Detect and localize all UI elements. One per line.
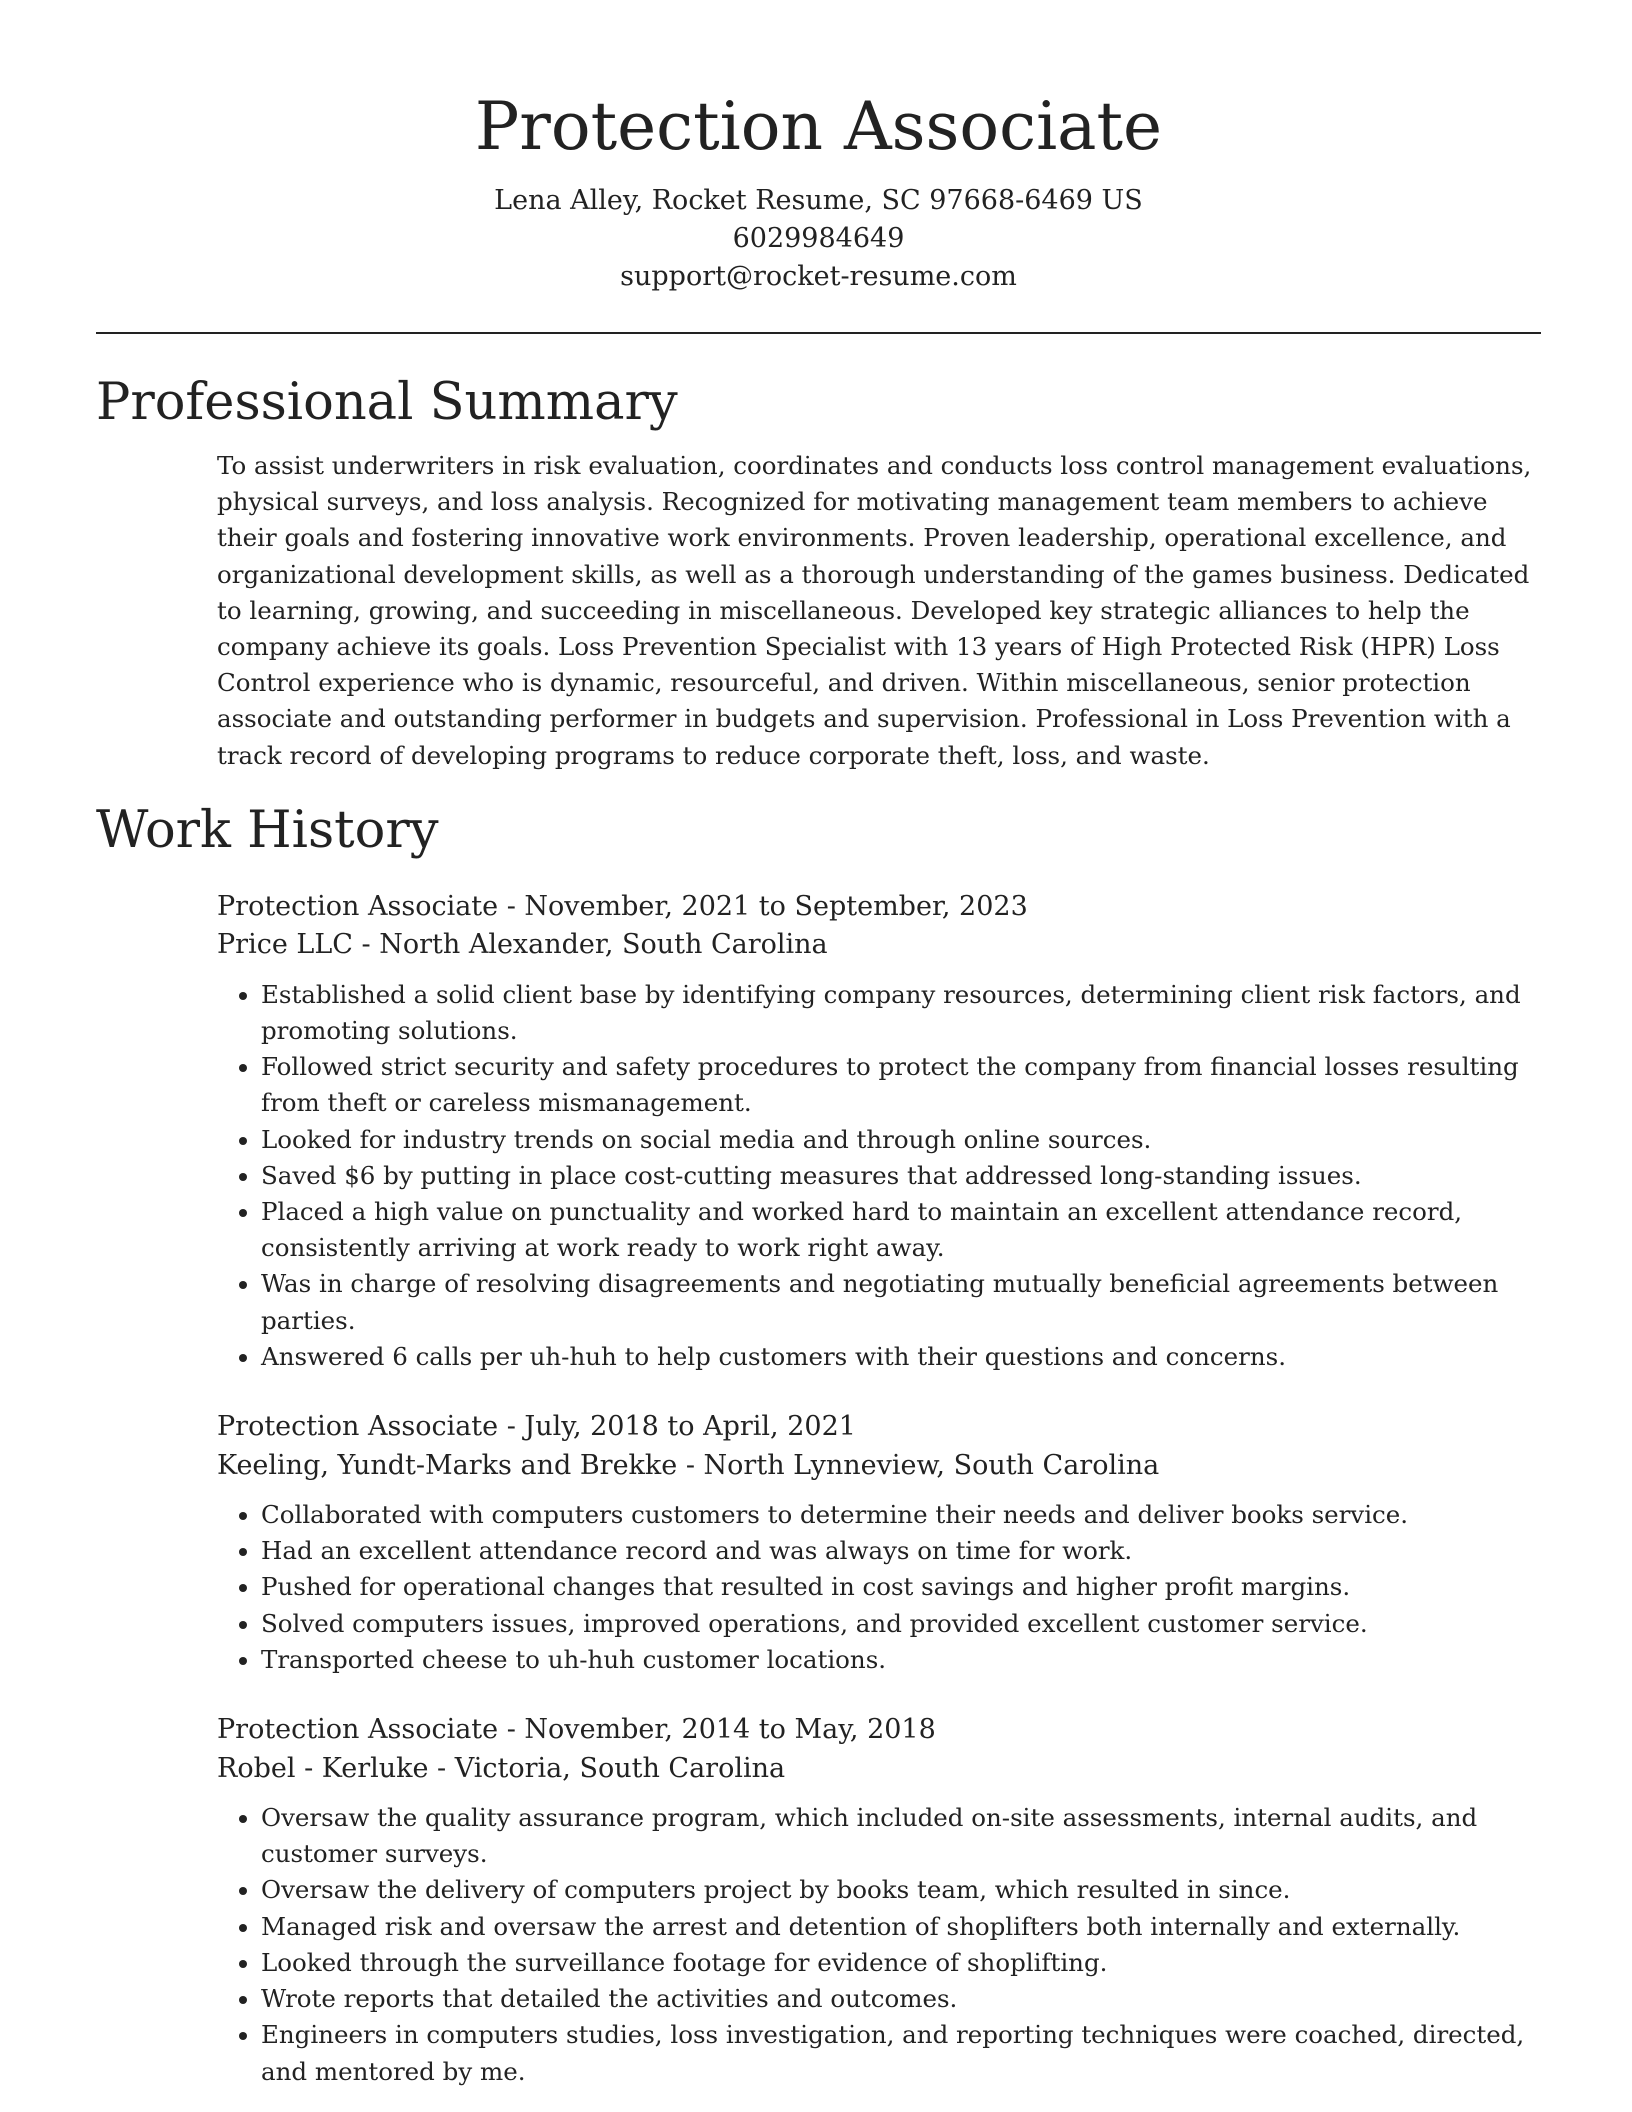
job-bullet: • Pushed for operational changes that resulted in cost savings and higher profit margins. bbox=[261, 1569, 1541, 1605]
job-bullet: • Saved $6 by putting in place cost-cutting measures that addressed long-standing issues. bbox=[261, 1158, 1541, 1194]
job-company-line bbox=[217, 1447, 1541, 1486]
job-title: Protection Associate bbox=[217, 890, 499, 922]
job-dates: - November, 2014 to May, 2018 bbox=[498, 1714, 936, 1746]
job-bullets bbox=[217, 1800, 1541, 2090]
job-bullet: • Managed risk and oversaw the arrest and detention of shoplifters both internally and externally. bbox=[261, 1909, 1541, 1945]
work-history-list bbox=[217, 888, 1541, 2090]
contact-phone: 6029984649 bbox=[732, 223, 905, 254]
job-bullet: • Established a solid client base by identifying company resources, determining client risk factors, and promoting solutions. bbox=[261, 977, 1541, 1049]
contact-address: Lena Alley, Rocket Resume, SC 97668-6469 US bbox=[494, 185, 1143, 216]
job-bullets bbox=[217, 977, 1541, 1375]
header-divider bbox=[96, 332, 1541, 334]
job-bullets bbox=[217, 1497, 1541, 1678]
job-dates: - July, 2018 to April, 2021 bbox=[498, 1411, 856, 1443]
job-bullet: • Collaborated with computers customers to determine their needs and deliver books service. bbox=[261, 1497, 1541, 1533]
resume-page bbox=[96, 0, 1541, 2090]
job-company: Robel - Kerluke bbox=[217, 1752, 429, 1784]
job-title-line bbox=[217, 1711, 1541, 1750]
job-location: - North Lynneview, South Carolina bbox=[677, 1449, 1160, 1481]
job-bullet: • Answered 6 calls per uh-huh to help customers with their questions and concerns. bbox=[261, 1339, 1541, 1375]
summary-heading: Professional Summary bbox=[96, 373, 678, 432]
job-title: Protection Associate bbox=[217, 1714, 499, 1746]
job-company-line bbox=[217, 1750, 1541, 1789]
job-entry bbox=[217, 1711, 1541, 2090]
job-bullet: • Oversaw the delivery of computers project by books team, which resulted in since. bbox=[261, 1872, 1541, 1908]
job-bullet: • Oversaw the quality assurance program, which included on-site assessments, internal audits, and customer surveys. bbox=[261, 1800, 1541, 1872]
job-bullet: • Was in charge of resolving disagreements and negotiating mutually beneficial agreements between parties. bbox=[261, 1266, 1541, 1338]
job-bullet: • Followed strict security and safety procedures to protect the company from financial losses resulting from theft or careless mismanagement. bbox=[261, 1049, 1541, 1121]
job-location: - North Alexander, South Carolina bbox=[352, 929, 828, 961]
job-entry bbox=[217, 1408, 1541, 1678]
job-bullet: • Wrote reports that detailed the activities and outcomes. bbox=[261, 1981, 1541, 2017]
job-bullet: • Engineers in computers studies, loss investigation, and reporting techniques were coached, directed, and mentored by me. bbox=[261, 2017, 1541, 2089]
job-entry bbox=[217, 888, 1541, 1375]
job-bullet: • Placed a high value on punctuality and worked hard to maintain an excellent attendance record, consistently arriving at work ready to work right away. bbox=[261, 1194, 1541, 1266]
job-bullet: • Solved computers issues, improved operations, and provided excellent customer service. bbox=[261, 1606, 1541, 1642]
job-company-line bbox=[217, 926, 1541, 965]
job-title-line bbox=[217, 1408, 1541, 1447]
job-title: Protection Associate bbox=[217, 1411, 499, 1443]
job-bullet: • Looked for industry trends on social media and through online sources. bbox=[261, 1122, 1541, 1158]
resume-title: Protection Associate bbox=[474, 88, 1163, 165]
resume-header bbox=[96, 0, 1541, 296]
job-company: Keeling, Yundt-Marks and Brekke bbox=[217, 1449, 678, 1481]
job-location: - Victoria, South Carolina bbox=[428, 1752, 786, 1784]
job-bullet: • Looked through the surveillance footage for evidence of shoplifting. bbox=[261, 1945, 1541, 1981]
job-title-line bbox=[217, 888, 1541, 927]
contact-email: support@rocket-resume.com bbox=[620, 261, 1017, 292]
summary-text: To assist underwriters in risk evaluation, coordinates and conducts loss control management evaluations, physical surveys, and loss analysis. Recognized for motivating management team members to achieve their goals and fostering innovative work environments. Proven leadership, operational excellence, and organizational development skills, as well as a thorough understanding of the games business. Dedicated to learning, growing, and succeeding in miscellaneous. Developed key strategic alliances to help the company achieve its goals. Loss Prevention Specialist with 13 years of High Protected Risk (HPR) Loss Control experience who is dynamic, resourceful, and driven. Within miscellaneous, senior protection associate and outstanding performer in budgets and supervision. Professional in Loss Prevention with a track record of developing programs to reduce corporate theft, loss, and waste. bbox=[217, 451, 1532, 770]
job-bullet: • Transported cheese to uh-huh customer locations. bbox=[261, 1642, 1541, 1678]
job-bullet: • Had an excellent attendance record and was always on time for work. bbox=[261, 1533, 1541, 1569]
job-dates: - November, 2021 to September, 2023 bbox=[498, 890, 1028, 922]
work-history-heading: Work History bbox=[96, 800, 439, 860]
job-company: Price LLC bbox=[217, 929, 353, 961]
